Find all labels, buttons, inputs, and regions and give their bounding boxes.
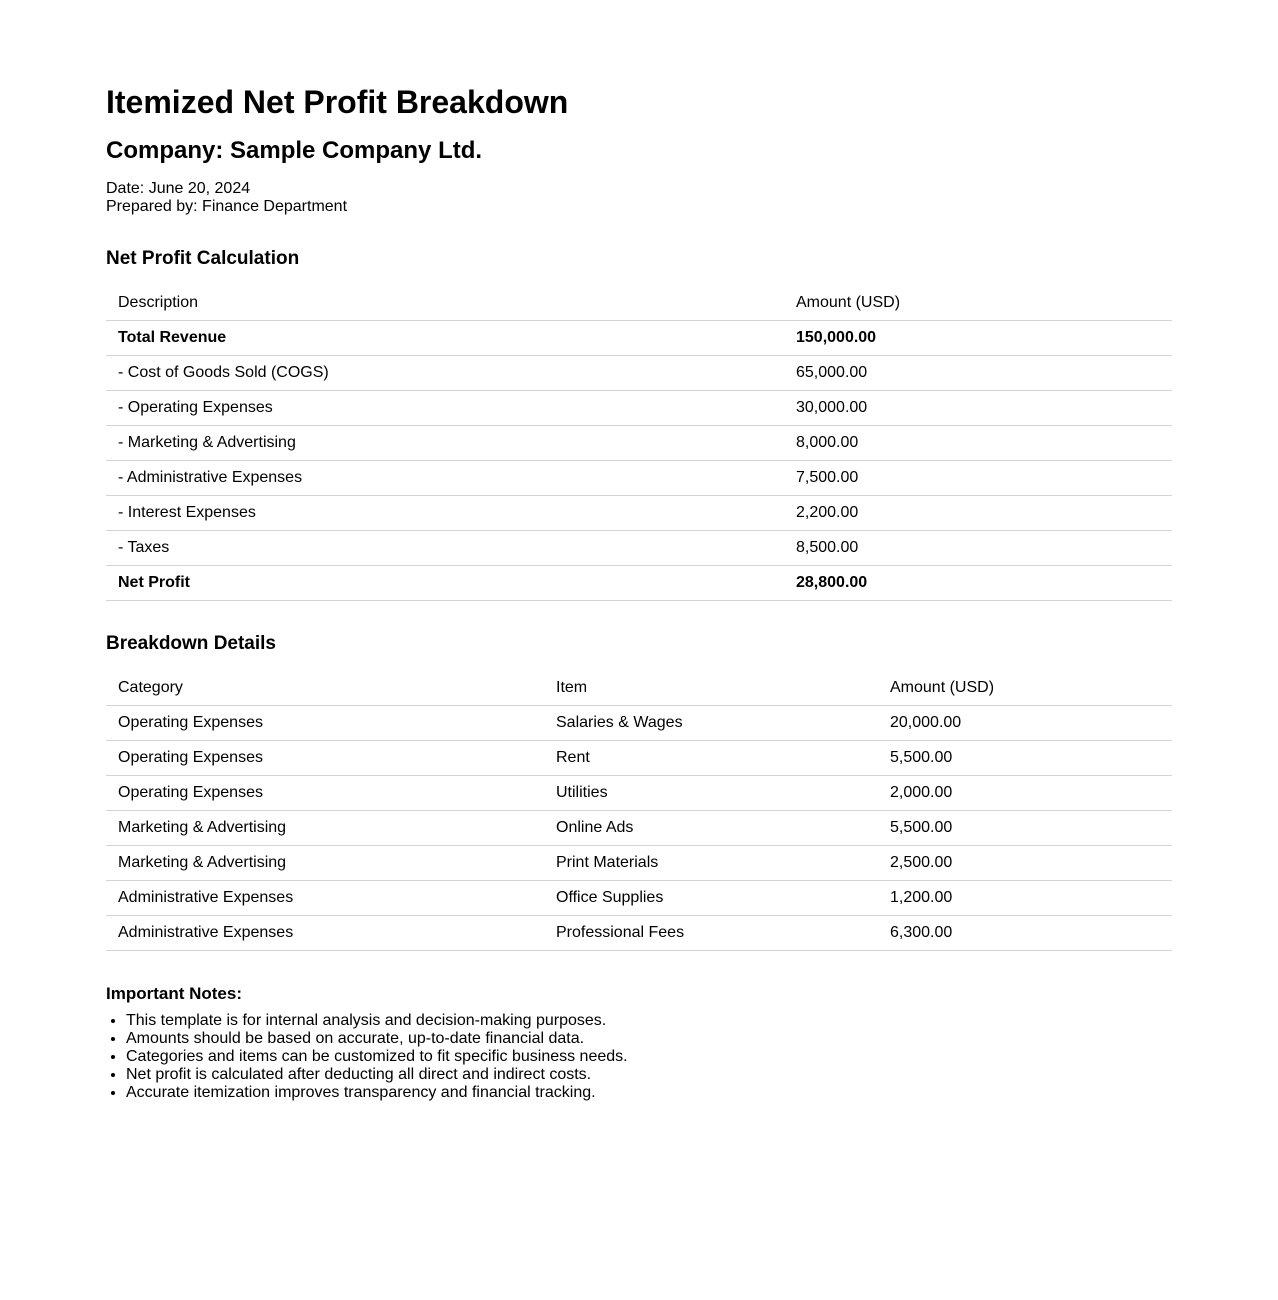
row-amount: 28,800.00 (784, 566, 1172, 601)
table-row (106, 846, 1172, 881)
row-category: Operating Expenses (106, 741, 544, 776)
row-description: Total Revenue (106, 321, 784, 356)
table-row (106, 461, 1172, 496)
important-notes-list (106, 1012, 628, 1102)
column-header-amount: Amount (USD) (878, 671, 1172, 706)
row-description: - Operating Expenses (106, 391, 784, 426)
row-item: Professional Fees (544, 916, 878, 951)
page-title: Itemized Net Profit Breakdown (106, 84, 569, 120)
row-amount: 20,000.00 (878, 706, 1172, 741)
row-description: - Interest Expenses (106, 496, 784, 531)
row-category: Marketing & Advertising (106, 846, 544, 881)
list-item: • Accurate itemization improves transparency and financial tracking. (126, 1084, 628, 1102)
row-amount: 2,200.00 (784, 496, 1172, 531)
list-item: • Net profit is calculated after deducting all direct and indirect costs. (126, 1066, 628, 1084)
table-row (106, 426, 1172, 461)
row-amount: 150,000.00 (784, 321, 1172, 356)
table-header-row (106, 671, 1172, 706)
net-profit-calculation-heading: Net Profit Calculation (106, 248, 300, 269)
table-row (106, 811, 1172, 846)
row-item: Rent (544, 741, 878, 776)
row-amount: 6,300.00 (878, 916, 1172, 951)
row-description: - Cost of Goods Sold (COGS) (106, 356, 784, 391)
table-row (106, 776, 1172, 811)
table-row (106, 391, 1172, 426)
row-amount: 30,000.00 (784, 391, 1172, 426)
row-amount: 8,500.00 (784, 531, 1172, 566)
row-category: Administrative Expenses (106, 916, 544, 951)
breakdown-details-heading: Breakdown Details (106, 633, 276, 654)
row-description: - Marketing & Advertising (106, 426, 784, 461)
table-row (106, 741, 1172, 776)
row-amount: 1,200.00 (878, 881, 1172, 916)
list-item: • This template is for internal analysis and decision-making purposes. (126, 1012, 628, 1030)
row-amount: 8,000.00 (784, 426, 1172, 461)
row-category: Administrative Expenses (106, 881, 544, 916)
document-date: Date: June 20, 2024 (106, 180, 251, 197)
row-amount: 2,000.00 (878, 776, 1172, 811)
row-item: Utilities (544, 776, 878, 811)
row-category: Marketing & Advertising (106, 811, 544, 846)
table-row (106, 356, 1172, 391)
table-row-total-revenue (106, 321, 1172, 356)
row-category: Operating Expenses (106, 706, 544, 741)
column-header-description: Description (106, 286, 784, 321)
row-item: Print Materials (544, 846, 878, 881)
important-notes-heading: Important Notes: (106, 984, 242, 1003)
table-row (106, 881, 1172, 916)
list-item: • Categories and items can be customized to fit specific business needs. (126, 1048, 628, 1066)
table-row (106, 916, 1172, 951)
table-header-row (106, 286, 1172, 321)
row-description: - Administrative Expenses (106, 461, 784, 496)
row-item: Salaries & Wages (544, 706, 878, 741)
document-prepared-by: Prepared by: Finance Department (106, 198, 348, 215)
row-description: - Taxes (106, 531, 784, 566)
row-item: Online Ads (544, 811, 878, 846)
company-name: Company: Sample Company Ltd. (106, 137, 483, 164)
row-amount: 2,500.00 (878, 846, 1172, 881)
row-amount: 5,500.00 (878, 811, 1172, 846)
row-item: Office Supplies (544, 881, 878, 916)
net-profit-calculation-table (106, 286, 1172, 601)
table-row-net-profit (106, 566, 1172, 601)
row-amount: 65,000.00 (784, 356, 1172, 391)
table-row (106, 706, 1172, 741)
row-category: Operating Expenses (106, 776, 544, 811)
row-amount: 7,500.00 (784, 461, 1172, 496)
document-meta (106, 180, 347, 216)
column-header-item: Item (544, 671, 878, 706)
table-row (106, 531, 1172, 566)
table-row (106, 496, 1172, 531)
list-item: • Amounts should be based on accurate, up-to-date financial data. (126, 1030, 628, 1048)
row-amount: 5,500.00 (878, 741, 1172, 776)
column-header-category: Category (106, 671, 544, 706)
column-header-amount: Amount (USD) (784, 286, 1172, 321)
row-description: Net Profit (106, 566, 784, 601)
breakdown-details-table (106, 671, 1172, 951)
